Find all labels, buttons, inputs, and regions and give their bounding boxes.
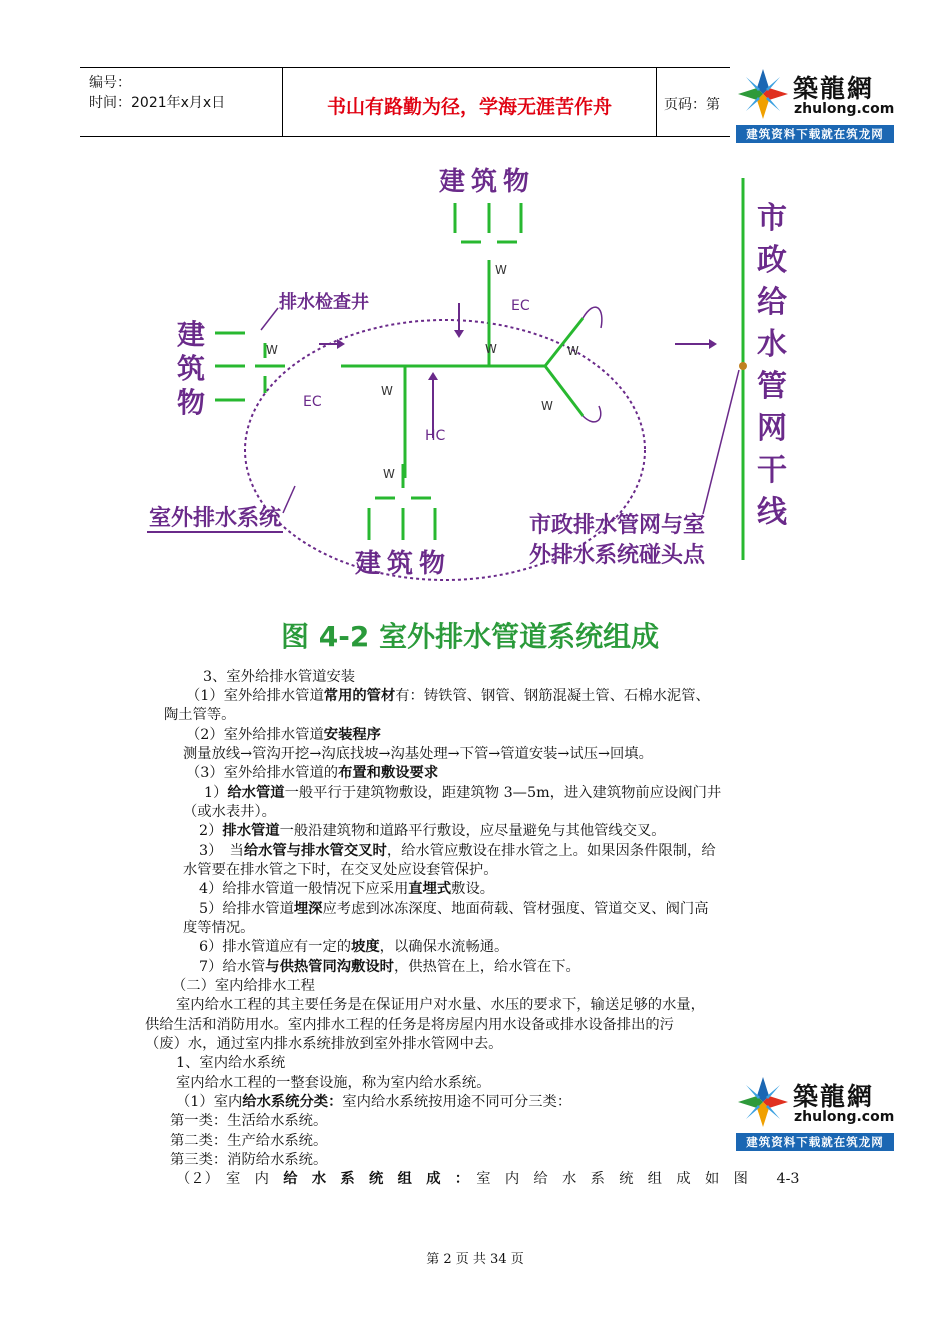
item-1: 1）给水管道一般平行于建筑物敷设，距建筑物 3—5m，进入建筑物前应设阀门井: [204, 785, 722, 801]
logo-name-en: zhulong.com: [794, 1109, 895, 1125]
header-page-cell: [657, 68, 730, 136]
svg-text:干: 干: [757, 453, 787, 488]
zhulong-logo-bottom: [736, 1075, 894, 1151]
para-procedure: 测量放线→管沟开挖→沟底找坡→沟基处理→下管→管道安装→试压→回填。: [183, 746, 653, 762]
label-junction-1: 市政排水管网与室: [529, 513, 706, 538]
label-ec-2: EC: [511, 298, 530, 314]
item-3: 3） 当给水管与排水管交叉时，给水管应敷设在排水管之上。如果因条件限制，给: [199, 843, 716, 859]
compass-star-icon: [736, 1075, 790, 1129]
type-3: 第三类：消防给水系统。: [170, 1152, 328, 1168]
header-motto-cell: [283, 68, 657, 136]
page-footer: 第 2 页 共 34 页: [426, 1252, 524, 1267]
para-definition: 室内给水工程的一整套设施，称为室内给水系统。: [176, 1075, 491, 1091]
number-label: 编号：: [89, 75, 131, 91]
svg-text:W: W: [381, 384, 393, 398]
para-materials: （1）室外给排水管道常用的管材有：铸铁管、钢管、钢筋混凝土管、石棉水泥管、: [186, 688, 710, 704]
item-4: 4）给排水管道一般情况下应采用直埋式敷设。: [199, 881, 495, 897]
diagram-caption: 图 4-2 室外排水管道系统组成: [281, 620, 660, 653]
system-boundary-oval: [245, 320, 645, 580]
svg-text:网: 网: [757, 411, 787, 446]
item-5-cont: 度等情况。: [183, 920, 255, 936]
zhulong-logo-top: [736, 67, 894, 143]
svg-text:W: W: [495, 263, 507, 277]
svg-text:W: W: [567, 344, 579, 358]
page-code-label: 页码：第: [664, 97, 720, 113]
svg-text:W: W: [266, 343, 278, 357]
svg-text:线: 线: [757, 495, 787, 530]
section-3-heading: 3、室外给排水管道安装: [203, 669, 356, 685]
para-materials-cont: 陶土管等。: [164, 707, 236, 723]
item-3-cont: 水管要在排水管之下时，在交叉处应设套管保护。: [183, 862, 498, 878]
para-procedure-heading: （2）室外给排水管道安装程序: [186, 727, 381, 743]
header-meta-cell: [80, 68, 283, 136]
label-municipal-main: [757, 201, 788, 530]
type-2: 第二类：生产给水系统。: [170, 1133, 328, 1149]
logo-slogan: 建筑资料下载就在筑龙网: [736, 125, 894, 143]
motto: 书山有路勤为径，学海无涯苦作舟: [326, 96, 612, 118]
logo-name-cn: 築龍網: [793, 1082, 875, 1111]
svg-text:给: 给: [757, 285, 787, 320]
svg-text:市: 市: [757, 201, 787, 236]
para-intro-3: （废）水，通过室内排水系统排放到室外排水管网中去。: [145, 1036, 503, 1052]
type-1: 第一类：生活给水系统。: [170, 1113, 328, 1129]
label-junction-2: 外排水系统碰头点: [529, 543, 706, 568]
para-requirements-heading: （3）室外给排水管道的布置和敷设要求: [186, 765, 439, 781]
svg-text:管: 管: [757, 369, 787, 404]
label-building-top: 建筑物: [439, 167, 536, 197]
label-outdoor-system: 室外排水系统: [149, 506, 282, 531]
para-classification: （1）室内给水系统分类：室内给水系统按用途不同可分三类：: [176, 1094, 572, 1110]
item-7: 7）给水管与供热管同沟敷设时，供热管在上，给水管在下。: [199, 959, 580, 975]
section-1-heading: 1、室内给水系统: [176, 1055, 286, 1071]
label-building-left-2: 筑: [177, 352, 206, 385]
label-building-bottom: 建筑物: [355, 549, 452, 579]
svg-text:W: W: [485, 342, 497, 356]
logo-name-en: zhulong.com: [794, 101, 895, 117]
compass-star-icon: [736, 67, 790, 121]
label-building-left-1: 建: [177, 318, 206, 351]
para-intro-2: 供给生活和消防用水。室内排水工程的任务是将房屋内用水设备或排水设备排出的污: [145, 1017, 674, 1033]
svg-text:水: 水: [757, 327, 787, 362]
para-composition: （２） 室 内 给 水 系 统 组 成 ： 室 内 给 水 系 统 组 成 如 图 4-3: [176, 1171, 800, 1187]
drainage-diagram: [143, 148, 803, 666]
item-6: 6）排水管道应有一定的坡度，以确保水流畅通。: [199, 939, 509, 955]
para-intro-1: 室内给水工程的其主要任务是在保证用户对水量、水压的要求下，输送足够的水量，: [176, 997, 705, 1013]
svg-text:政: 政: [757, 243, 787, 278]
item-2: 2）排水管道一般沿建筑物和道路平行敷设，应尽量避免与其他管线交叉。: [199, 823, 666, 839]
label-inspection-well: 排水检查井: [279, 292, 369, 313]
time-label: 时间：2021年x月x日: [89, 95, 226, 111]
section-2-heading: （二）室内给排水工程: [172, 978, 315, 994]
svg-text:W: W: [383, 467, 395, 481]
label-building-left-3: 物: [177, 386, 206, 419]
svg-text:W: W: [541, 399, 553, 413]
drainage-diagram-svg: [143, 148, 803, 666]
logo-slogan: 建筑资料下载就在筑龙网: [736, 1133, 894, 1151]
logo-name-cn: 築龍網: [793, 74, 875, 103]
label-hc: HC: [425, 428, 446, 444]
label-ec-1: EC: [303, 394, 322, 410]
item-5: 5）给排水管道埋深应考虑到冰冻深度、地面荷载、管材强度、管道交叉、阀门高: [199, 901, 709, 917]
item-1-cont: （或水表井）。: [183, 804, 276, 820]
page-header: [80, 67, 730, 137]
